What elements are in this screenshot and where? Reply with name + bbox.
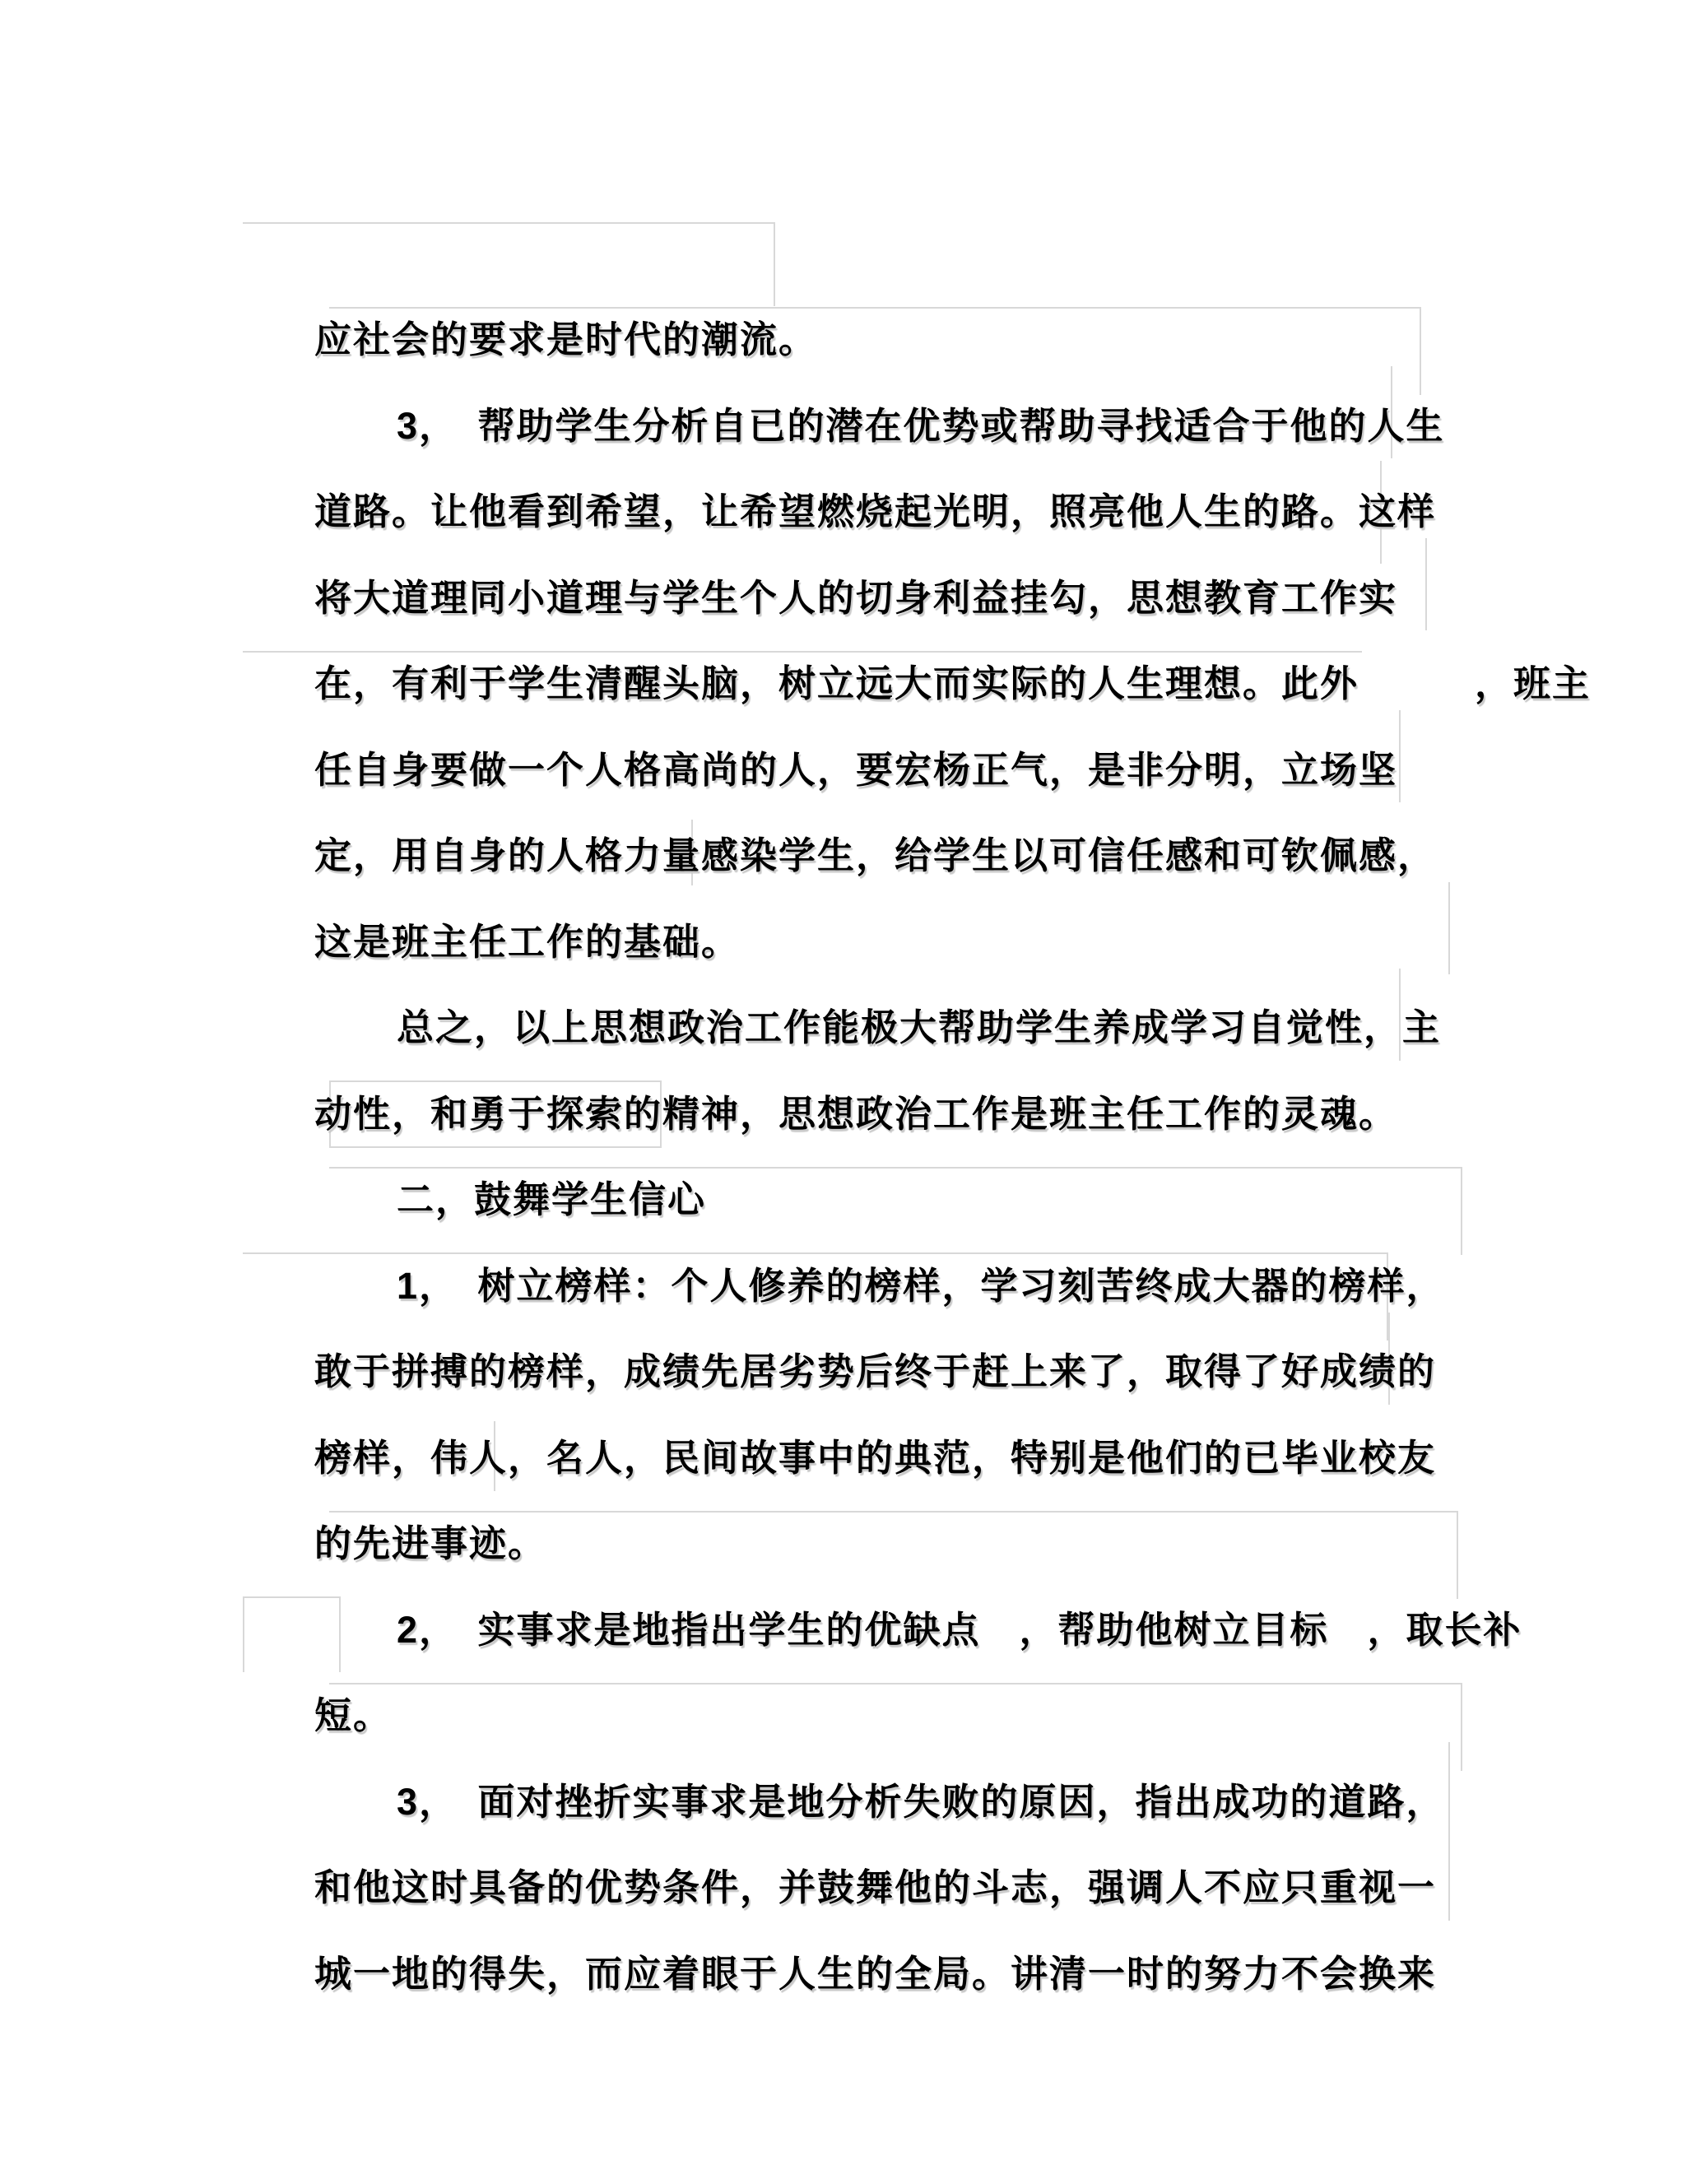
text-line-content: 将大道理同小道理与学生个人的切身利益挂勾，思想教育工作实 [314, 576, 1398, 619]
text-line-content: 应社会的要求是时代的潮流。 [314, 318, 818, 360]
text-line-content: 的先进事迹。 [314, 1522, 547, 1564]
line-highlight-box [243, 222, 775, 306]
text-line-content: 定，用自身的人格力量感染学生，给学生以可信任感和可钦佩感， [314, 834, 1437, 876]
text-line [243, 227, 1494, 360]
line-highlight-box [243, 1596, 341, 1672]
text-line-content: 短。 [314, 1694, 393, 1736]
text-line-content: 道路。让他看到希望，让希望燃烧起光明，照亮他人生的路。这样 [314, 490, 1437, 532]
text-line-content: 敢于拼搏的榜样，成绩先居劣势后终于赶上来了，取得了好成绩的 [314, 1350, 1437, 1392]
text-line-content: 二，鼓舞学生信心 [397, 1178, 707, 1220]
text-line-content: 在，有利于学生清醒头脑，树立远大而实际的人生理想。此外 ，班主 [314, 662, 1592, 704]
text-line-content: 2， 实事求是地指出学生的优缺点 ，帮助他树立目标 ，取长补 [397, 1608, 1522, 1651]
text-line-content: 这是班主任工作的基础。 [314, 920, 741, 963]
text-line-content: 动性，和勇于探索的精神，思想政治工作是班主任工作的灵魂。 [314, 1092, 1398, 1135]
text-line-content: 任自身要做一个人格高尚的人，要宏杨正气，是非分明，立场坚 [314, 748, 1398, 791]
text-line-content: 和他这时具备的优势条件，并鼓舞他的斗志，强调人不应只重视一 [314, 1866, 1437, 1908]
text-line-content: 总之，以上思想政治工作能极大帮助学生养成学习自觉性，主 [397, 1006, 1442, 1048]
text-line-content: 城一地的得失，而应着眼于人生的全局。讲清一时的努力不会换来 [314, 1952, 1437, 1995]
text-line-content: 1， 树立榜样：个人修养的榜样，学习刻苦终成大器的榜样， [397, 1264, 1445, 1307]
text-line-content: 3， 面对挫折实事求是地分析失败的原因，指出成功的道路， [397, 1780, 1445, 1823]
text-line-content: 榜样，伟人，名人，民间故事中的典范，特别是他们的已毕业校友 [314, 1436, 1437, 1479]
document-body [243, 227, 1592, 1995]
text-line-content: 3， 帮助学生分析自已的潜在优势或帮助寻找适合于他的人生 [397, 404, 1445, 447]
